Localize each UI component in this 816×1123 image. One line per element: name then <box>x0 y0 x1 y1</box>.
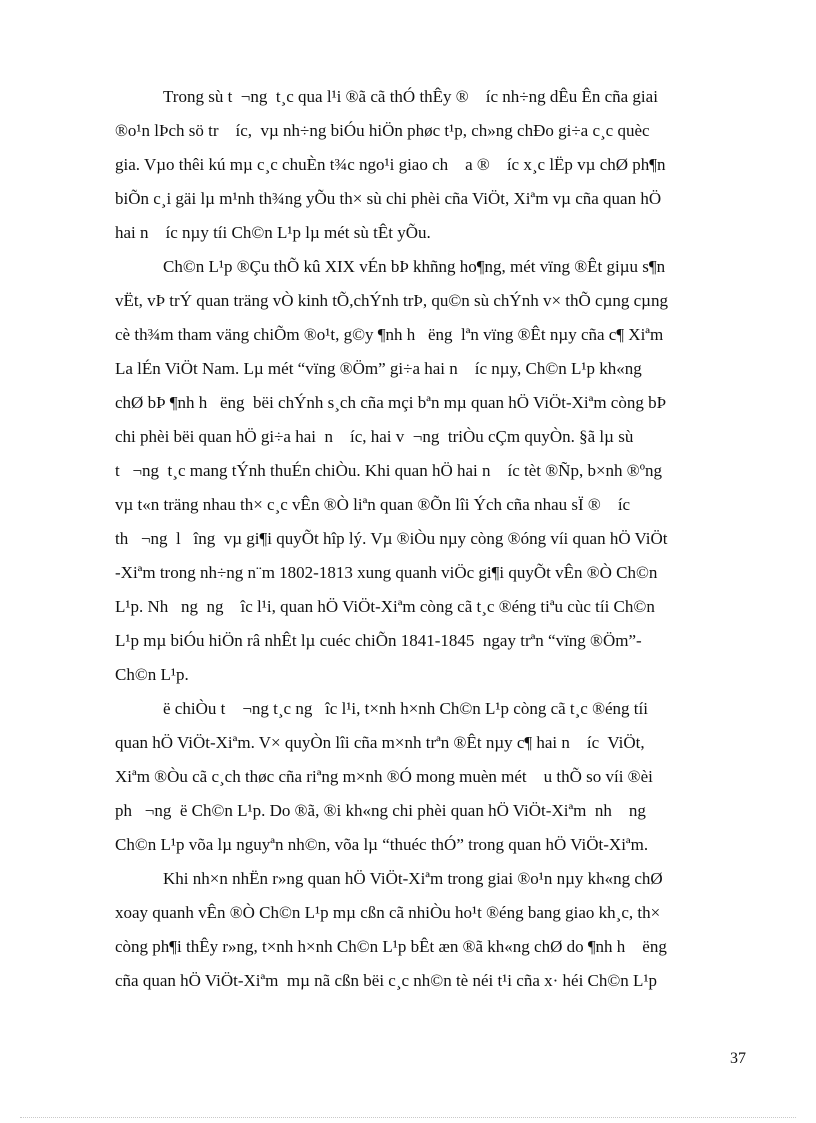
paragraph-1 <box>115 80 735 250</box>
text-line: Ch©n L¹p ®Çu thÕ kû XIX vÉn bÞ khñng ho¶ng, mét vïng ®Êt giµu s¶n <box>163 257 666 276</box>
text-line: Xiªm ®Òu cã c¸ch thøc cña riªng m×nh ®Ó mong muèn mét u thÕ so víi ®èi <box>115 767 653 786</box>
text-line: chØ bÞ ¶nh h ëng bëi chÝnh s¸ch cña mçi bªn mµ quan hÖ ViÖt-Xiªm còng bÞ <box>115 393 667 412</box>
text-line: biÕn c¸i gäi lµ m¹nh th¾ng yÕu th× sù chi phèi cña ViÖt, Xiªm vµ cña quan hÖ <box>115 189 662 208</box>
text-line: L¹p. Nh ng ng îc l¹i, quan hÖ ViÖt-Xiªm còng cã t¸c ®éng tiªu cùc tíi Ch©n <box>115 597 655 616</box>
text-line: quan hÖ ViÖt-Xiªm. V× quyÒn lîi cña m×nh trªn ®Êt nµy c¶ hai n íc ViÖt, <box>115 733 645 752</box>
text-line: cña quan hÖ ViÖt-Xiªm mµ nã cßn bëi c¸c nh©n tè néi t¹i cña x· héi Ch©n L¹p <box>115 971 658 990</box>
text-line: th ¬ng l îng vµ gi¶i quyÕt hîp lý. Vµ ®iÒu nµy còng ®óng víi quan hÖ ViÖt <box>115 529 668 548</box>
text-line: ®o¹n lÞch sö tr íc, vµ nh÷ng biÓu hiÖn phøc t¹p, ch»ng chÐo gi÷a c¸c quèc <box>115 121 650 140</box>
body-text <box>115 80 735 998</box>
text-line: chi phèi bëi quan hÖ gi÷a hai n íc, hai v ¬ng triÒu cÇm quyÒn. §ã lµ sù <box>115 427 634 446</box>
text-line: Trong sù t ¬ng t¸c qua l¹i ®ã cã thÓ thÊy ® íc nh÷ng dÊu Ên cña giai <box>163 87 658 106</box>
text-line: Ch©n L¹p. <box>115 665 189 684</box>
paragraph-4 <box>115 862 735 998</box>
text-line: hai n íc nµy tíi Ch©n L¹p lµ mét sù tÊt yÕu. <box>115 223 431 242</box>
page-bottom-rule <box>20 1117 796 1118</box>
paragraph-2 <box>115 250 735 692</box>
text-line: cè th¾m tham väng chiÕm ®o¹t, g©y ¶nh h ëng lªn vïng ®Êt nµy cña c¶ Xiªm <box>115 325 664 344</box>
text-line: vËt, vÞ trÝ quan träng vÒ kinh tÕ,chÝnh trÞ, qu©n sù chÝnh v× thÕ cµng cµng <box>115 291 668 310</box>
text-line: vµ t«n träng nhau th× c¸c vÊn ®Ò liªn quan ®Õn lîi Ých cña nhau sÏ ® íc <box>115 495 631 514</box>
paragraph-3 <box>115 692 735 862</box>
text-line: Khi nh×n nhËn r»ng quan hÖ ViÖt-Xiªm trong giai ®o¹n nµy kh«ng chØ <box>163 869 663 888</box>
text-line: ë chiÒu t ¬ng t¸c ng îc l¹i, t×nh h×nh Ch©n L¹p còng cã t¸c ®éng tíi <box>163 699 648 718</box>
text-line: xoay quanh vÊn ®Ò Ch©n L¹p mµ cßn cã nhiÒu ho¹t ®éng bang giao kh¸c, th× <box>115 903 661 922</box>
text-line: t ¬ng t¸c mang tÝnh thuÉn chiÒu. Khi quan hÖ hai n íc tèt ®Ñp, b×nh ®ºng <box>115 461 662 480</box>
page-number: 37 <box>730 1050 746 1067</box>
text-line: gia. Vµo thêi kú mµ c¸c chuÈn t¾c ngo¹i giao ch a ® íc x¸c lËp vµ chØ ph¶n <box>115 155 666 174</box>
text-line: Ch©n L¹p võa lµ nguyªn nh©n, võa lµ “thuéc thÓ” trong quan hÖ ViÖt-Xiªm. <box>115 835 649 854</box>
text-line: -Xiªm trong nh÷ng n¨m 1802-1813 xung quanh viÖc gi¶i quyÕt vÊn ®Ò Ch©n <box>115 563 658 582</box>
text-line: ph ¬ng ë Ch©n L¹p. Do ®ã, ®i kh«ng chi phèi quan hÖ ViÖt-Xiªm nh ng <box>115 801 646 820</box>
text-line: La lÉn ViÖt Nam. Lµ mét “vïng ®Öm” gi÷a hai n íc nµy, Ch©n L¹p kh«ng <box>115 359 642 378</box>
text-line: còng ph¶i thÊy r»ng, t×nh h×nh Ch©n L¹p bÊt æn ®ã kh«ng chØ do ¶nh h ëng <box>115 937 667 956</box>
text-line: L¹p mµ biÓu hiÖn râ nhÊt lµ cuéc chiÕn 1841-1845 ngay trªn “vïng ®Öm”- <box>115 631 642 650</box>
